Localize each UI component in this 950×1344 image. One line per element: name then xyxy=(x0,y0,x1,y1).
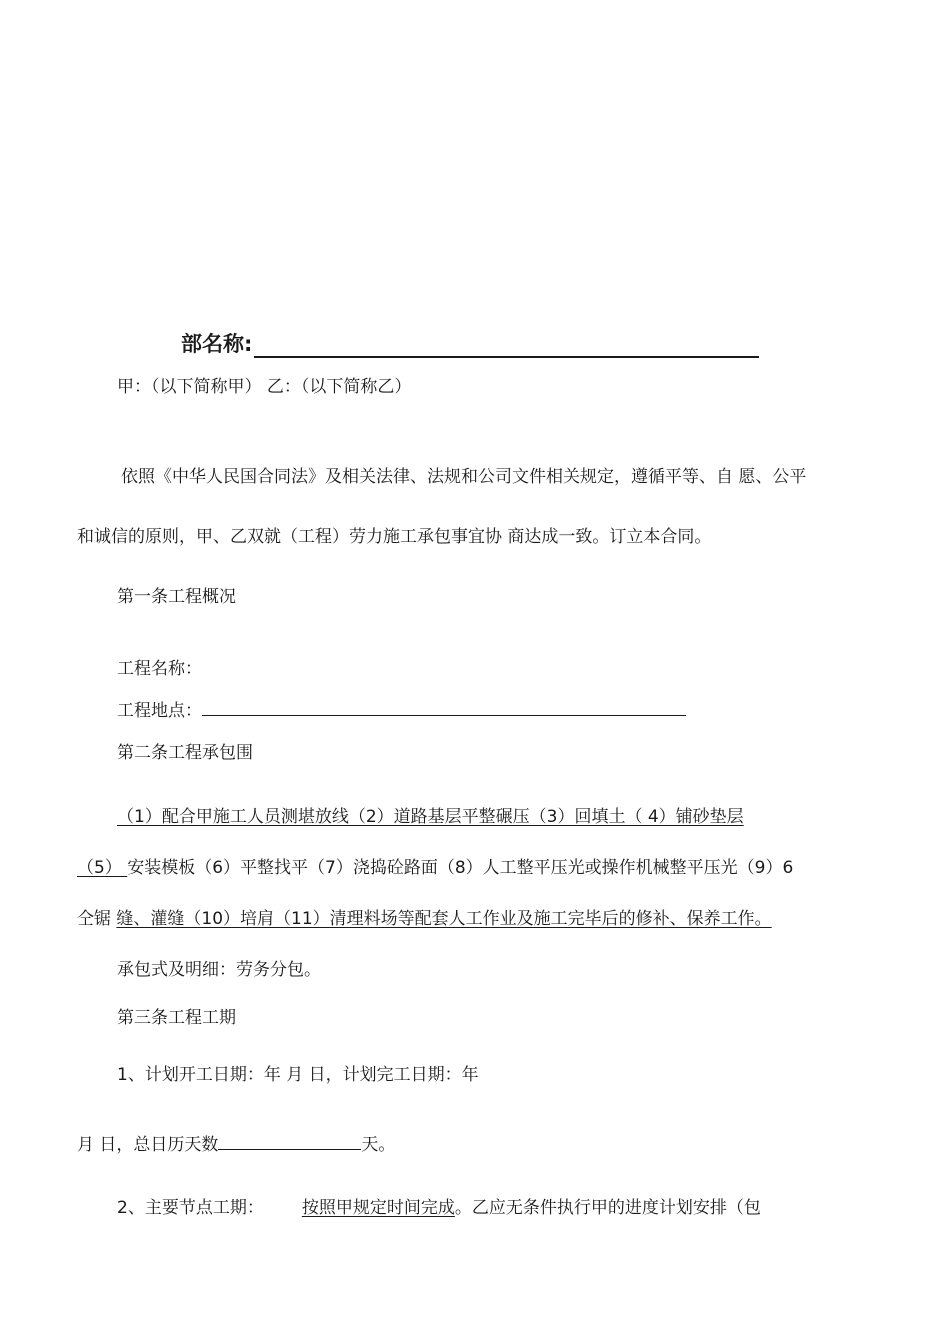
scope-line-2-underlined: （5） xyxy=(77,858,128,878)
schedule-line-2-start: 月 日，总日历天数 xyxy=(77,1135,219,1155)
intro-paragraph-line-1: 依照《中华人民国合同法》及相关法律、法规和公司文件相关规定，遵循平等、自 愿、公平 xyxy=(121,467,807,487)
project-location-blank xyxy=(202,698,686,716)
article-2-heading: 第二条工程承包围 xyxy=(117,743,253,763)
project-name-label: 工程名称： xyxy=(117,659,202,679)
scope-line-2-text: 安装模板（6）平整找平（7）浇捣砼路面（8）人工整平压光或操作机械整平压光（9）6 xyxy=(127,858,794,878)
scope-line-3-plain: 仝锯 xyxy=(77,909,117,929)
article-3-heading: 第三条工程工期 xyxy=(117,1008,236,1028)
scope-line-3 xyxy=(77,907,772,931)
contract-mode-line: 承包式及明细：劳务分包。 xyxy=(117,960,321,980)
schedule-line-1: 1、计划开工日期：年 月 日，计划完工日期：年 xyxy=(117,1065,479,1085)
scope-line-1-text: （1）配合甲施工人员测堪放线（2）道路基层平整碾压（3）回填土（ 4）铺砂垫层 xyxy=(117,807,744,827)
milestone-label: 2、主要节点工期： xyxy=(117,1198,264,1218)
milestone-text: 。乙应无条件执行甲的进度计划安排（包 xyxy=(454,1198,761,1218)
total-days-blank xyxy=(218,1132,361,1150)
title-label: 部名称: xyxy=(181,332,253,356)
project-name-row xyxy=(117,657,202,681)
milestone-underlined: 按照甲规定时间完成 xyxy=(301,1198,455,1218)
scope-line-2 xyxy=(77,856,793,880)
schedule-line-2-end: 天。 xyxy=(361,1135,396,1155)
intro-paragraph-line-2: 和诚信的原则，甲、乙双就（工程）劳力施工承包事宜协 商达成一致。订立本合同。 xyxy=(77,527,712,547)
parties-line: 甲：（以下简称甲） 乙：（以下简称乙） xyxy=(117,377,412,397)
title-fill-blank xyxy=(254,336,759,358)
scope-line-3-underlined: 缝、灌缝（10）培肩（11）清理料场等配套人工作业及施工完毕后的修补、保养工作。 xyxy=(116,909,772,929)
scope-line-1 xyxy=(117,805,744,829)
article-1-heading: 第一条工程概况 xyxy=(117,587,236,607)
project-location-label: 工程地点： xyxy=(117,701,202,721)
schedule-line-2 xyxy=(77,1132,395,1157)
page-title xyxy=(181,330,759,358)
milestone-line xyxy=(117,1196,761,1220)
project-location-row xyxy=(117,698,686,723)
